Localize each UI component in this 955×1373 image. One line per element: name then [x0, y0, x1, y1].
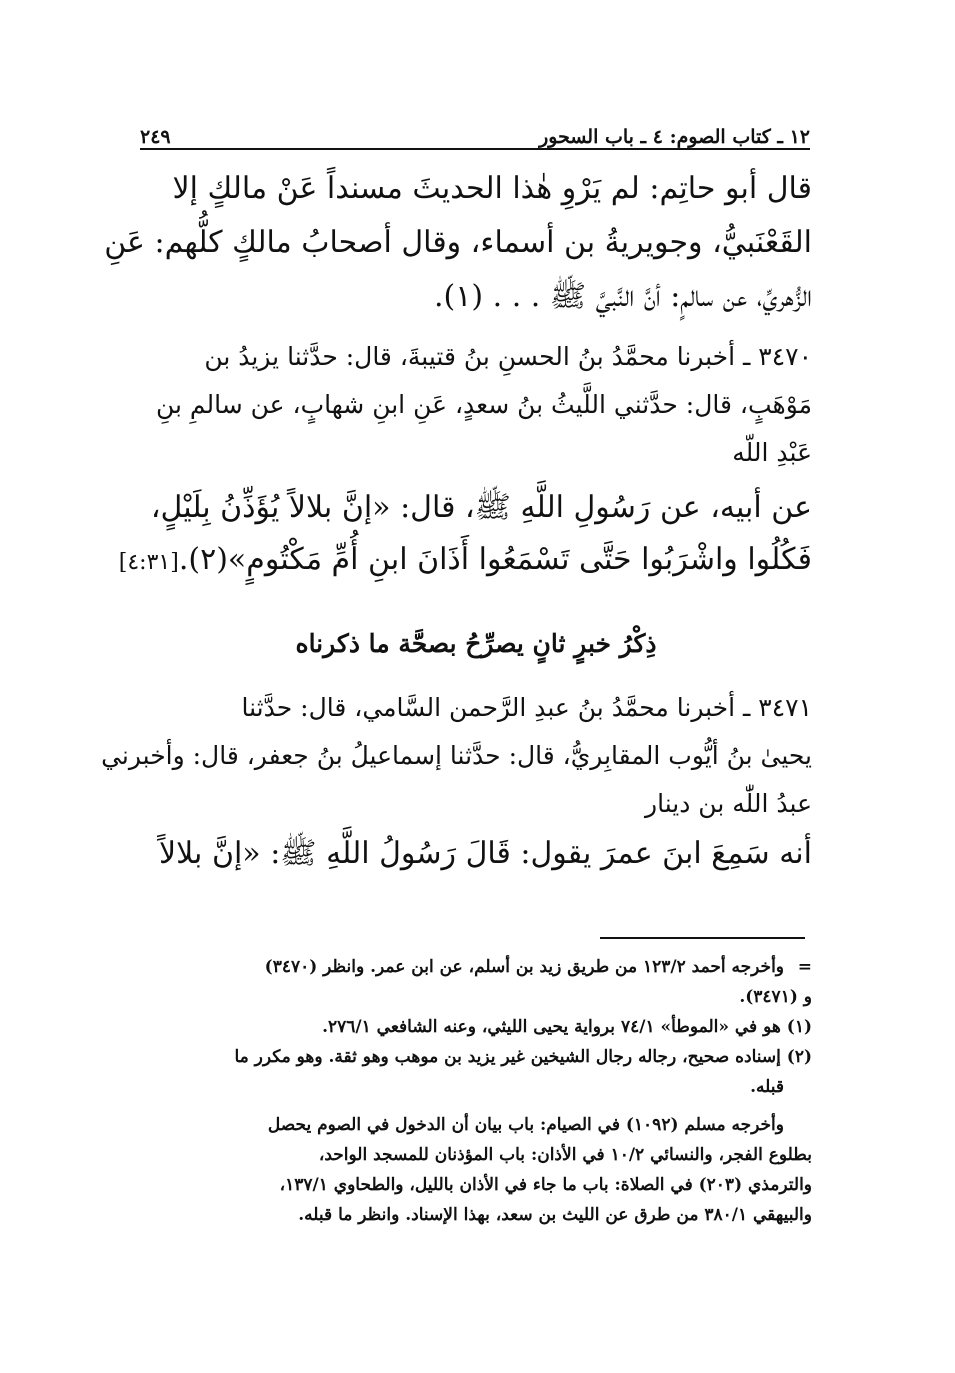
text-line: ٣٤٧٠ ـ أخبرنا محمَّدُ بنُ الحسنِ بنُ قتيبةَ، قال: حدَّثنا يزيدُ بن — [204, 342, 812, 371]
cross-reference: [٤:٣١] — [118, 550, 179, 575]
text-line-with-reference — [118, 534, 812, 589]
page-number: ٢٤٩ — [140, 126, 171, 148]
text-line: فَكُلُوا واشْرَبُوا حَتَّى تَسْمَعُوا أَذَانَ ابنِ أُمِّ مَكْتُومٍ»(٢). — [178, 542, 812, 577]
text-line: الزُّهريِّ، عن سالمٍ: أنَّ النَّبيَّ ﷺ . . . (١). — [434, 279, 812, 314]
text-line: القَعْنَبيُّ، وجويريةُ بن أسماء، وقال أصحابُ مالكٍ كلُّهم: عَنِ — [104, 225, 812, 260]
footnote-text: و (٣٤٧١). — [739, 987, 812, 1007]
text-line: قال أبو حاتِم: لم يَرْوِ هٰذا الحديثَ مسنداً عَنْ مالكٍ إلا — [172, 171, 812, 206]
footnote-separator — [600, 937, 805, 939]
text-line: يحيىٰ بنُ أيُّوب المقابِريُّ، قال: حدَّثنا إسماعيلُ بنُ جعفر، قال: وأخبرني — [101, 741, 812, 770]
footnote-text: بطلوع الفجر، والنسائي ١٠/٢ في الأذان: باب المؤذنان للمسجد الواحد، — [318, 1145, 812, 1165]
footnote-text: وأخرجه مسلم (١٠٩٢) في الصيام: باب بيان أن الدخول في الصوم يحصل — [267, 1115, 784, 1135]
text-line: مَوْهَبٍ، قال: حدَّثني اللَّيثُ بنُ سعدٍ، عَنِ ابنِ شهابٍ، عن سالمِ بنِ — [155, 390, 812, 419]
text-line: أنه سَمِعَ ابنَ عمرَ يقول: قَالَ رَسُولُ اللَّهِ ﷺ: «إنَّ بلالاً — [159, 836, 812, 871]
footnote-text: والترمذي (٢٠٣) في الصلاة: باب ما جاء في الأذان بالليل، والطحاوي ١٣٧/١، — [279, 1175, 812, 1195]
running-header — [140, 112, 810, 148]
hadith-3471-matn — [140, 828, 812, 880]
footnote-continuation — [140, 953, 812, 981]
continuation-mark: = — [797, 957, 812, 977]
text-line: عن أبيه، عن رَسُولِ اللَّهِ ﷺ، قال: «إنَّ بلالاً يُؤَذِّنُ بِلَيْلٍ، — [150, 490, 812, 525]
footnotes — [140, 953, 812, 1231]
footnote-2: (٢) إسناده صحيح، رجاله رجال الشيخين غير يزيد بن موهب وهو ثقة. وهو مكرر ما — [234, 1047, 812, 1067]
section-heading: ذِكْرُ خبرٍ ثانٍ يصرِّحُ بصحَّة ما ذكرناه — [295, 629, 657, 658]
text-line: عَبْدِ اللّه — [732, 438, 812, 467]
footnote-text: والبيهقي ٣٨٠/١ من طرق عن الليث بن سعد، بهذا الإسناد. وانظر ما قبله. — [298, 1205, 812, 1225]
chapter-title: ١٢ ـ كتاب الصوم: ٤ ـ باب السحور — [539, 126, 810, 148]
footnote-text: قبله. — [750, 1077, 784, 1097]
paragraph-abu-hatim — [104, 162, 812, 324]
text-line: عبدُ اللّٰه بن دينار — [645, 789, 812, 818]
header-rule — [140, 148, 810, 150]
hadith-3470-isnad — [140, 333, 812, 477]
footnote-1: (١) هو في «الموطأ» ٧٤/١ برواية يحيى الليثي، وعنه الشافعي ٢٧٦/١. — [322, 1017, 812, 1037]
hadith-3470-matn — [118, 482, 812, 589]
footnote-text: وأخرجه أحمد ١٢٣/٢ من طريق زيد بن أسلم، عن ابن عمر. وانظر (٣٤٧٠) — [264, 957, 784, 977]
hadith-3471-isnad — [101, 684, 812, 828]
text-line: ٣٤٧١ ـ أخبرنا محمَّدُ بنُ عبدِ الرَّحمن السَّامي، قال: حدَّثنا — [241, 693, 812, 722]
